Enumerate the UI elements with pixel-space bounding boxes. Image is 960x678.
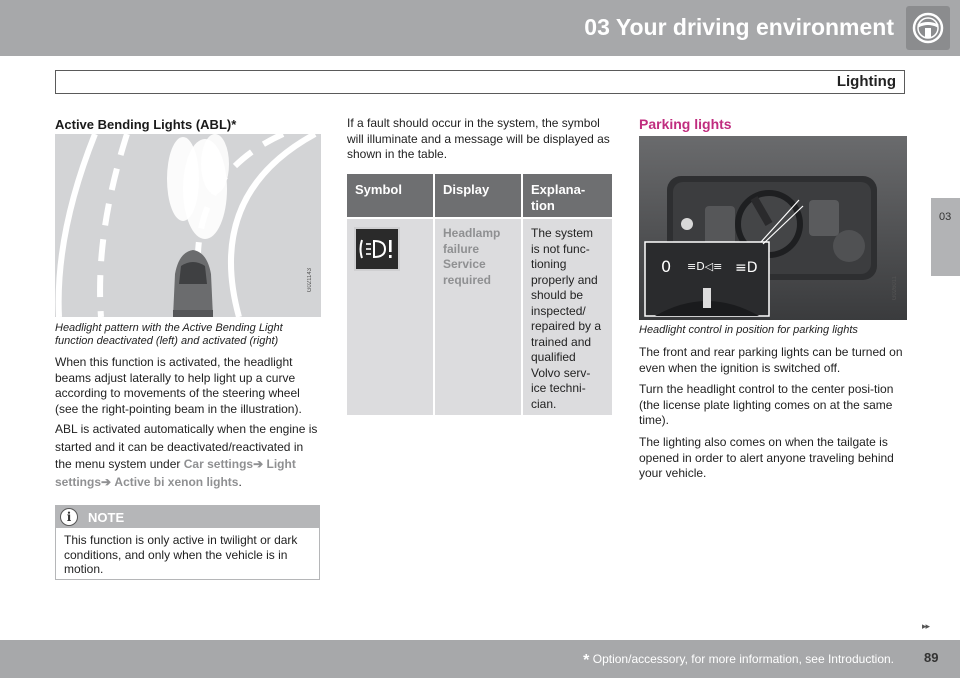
table-cell-symbol [347,219,433,415]
table-header-symbol: Symbol [347,174,433,217]
chapter-side-tab[interactable] [931,198,960,276]
figure-code: G026011 [892,276,898,301]
menu-arrow: ➔ [101,474,112,489]
headlamp-failure-icon [354,227,400,271]
page-number: 89 [924,650,939,665]
abl-caption: Headlight pattern with the Active Bending Light function deactivated (left) and activated (right) [55,322,283,347]
figure-code: G021143 [307,268,313,293]
footnote-text: Option/accessory, for more information, see Introduction. [592,652,894,666]
footer-bar [0,640,960,678]
parking-lights-heading: Parking lights [639,116,732,132]
abl-heading: Active Bending Lights (ABL)* [55,117,237,132]
abl-paragraph-2-text: ABL is activated automatically when the engine is started and it can be deactivated/reactivated in the menu system under [55,422,318,471]
chapter-header-bar [0,0,960,56]
note-header [56,506,319,528]
info-icon: i [60,508,78,526]
footnote-star: * [583,652,590,669]
abl-paragraph-2-end: . [238,474,242,489]
menu-arrow: ➔ [253,457,264,471]
steering-wheel-icon [906,6,950,50]
table-header-explanation: Explana-tion [523,174,612,217]
abl-paragraph-1: When this function is activated, the headlight beams adjust laterally to help light up a curve according to movements of the steering wheel (see the right-pointing beam in the illustration). [55,355,302,416]
table-cell-explanation: The system is not func-tioning properly and should be inspected/ repaired by a trained and qualified Volvo serv-ice techni-cian. [523,219,612,415]
note-title: NOTE [88,510,125,525]
note-box [55,505,320,580]
parking-paragraph-1: The front and rear parking lights can be turned on even when the ignition is switched off. [639,345,903,375]
svg-text:≡D: ≡D [735,260,758,276]
table-cell-display: Headlamp failure Service required [435,219,521,415]
menu-path-active-bi-xenon: Active bi xenon lights [114,474,239,489]
fault-intro: If a fault should occur in the system, the symbol will illuminate and a message will be displayed as shown in the table. [347,116,610,161]
section-title: Lighting [836,73,896,90]
headlight-control-photo [639,136,907,320]
parking-paragraph-3: The lighting also comes on when the tailgate is opened in order to alert anyone traveling behind your vehicle. [639,435,894,480]
section-header [55,70,905,94]
menu-path-car-settings: Car settings [183,457,254,471]
fault-table [347,174,612,415]
svg-text:0: 0 [661,257,672,276]
side-tab-label: 03 [939,211,952,223]
note-text: This function is only active in twilight or dark conditions, and only when the vehicle is in motion. [64,533,298,576]
menu-path-light-settings: Light settings [55,457,296,489]
table-header-display: Display [435,174,521,217]
parking-paragraph-2: Turn the headlight control to the center posi-tion (the license plate lighting comes on at the same time). [639,382,894,427]
svg-text:≡D◁≡: ≡D◁≡ [687,260,723,273]
abl-illustration [55,134,321,317]
abl-paragraph-2 [55,421,323,491]
chapter-title: 03 Your driving environment [584,14,894,40]
next-page-arrows[interactable]: ▸▸ [922,621,930,631]
parking-caption: Headlight control in position for parking lights [639,324,858,336]
footnote [583,652,894,670]
